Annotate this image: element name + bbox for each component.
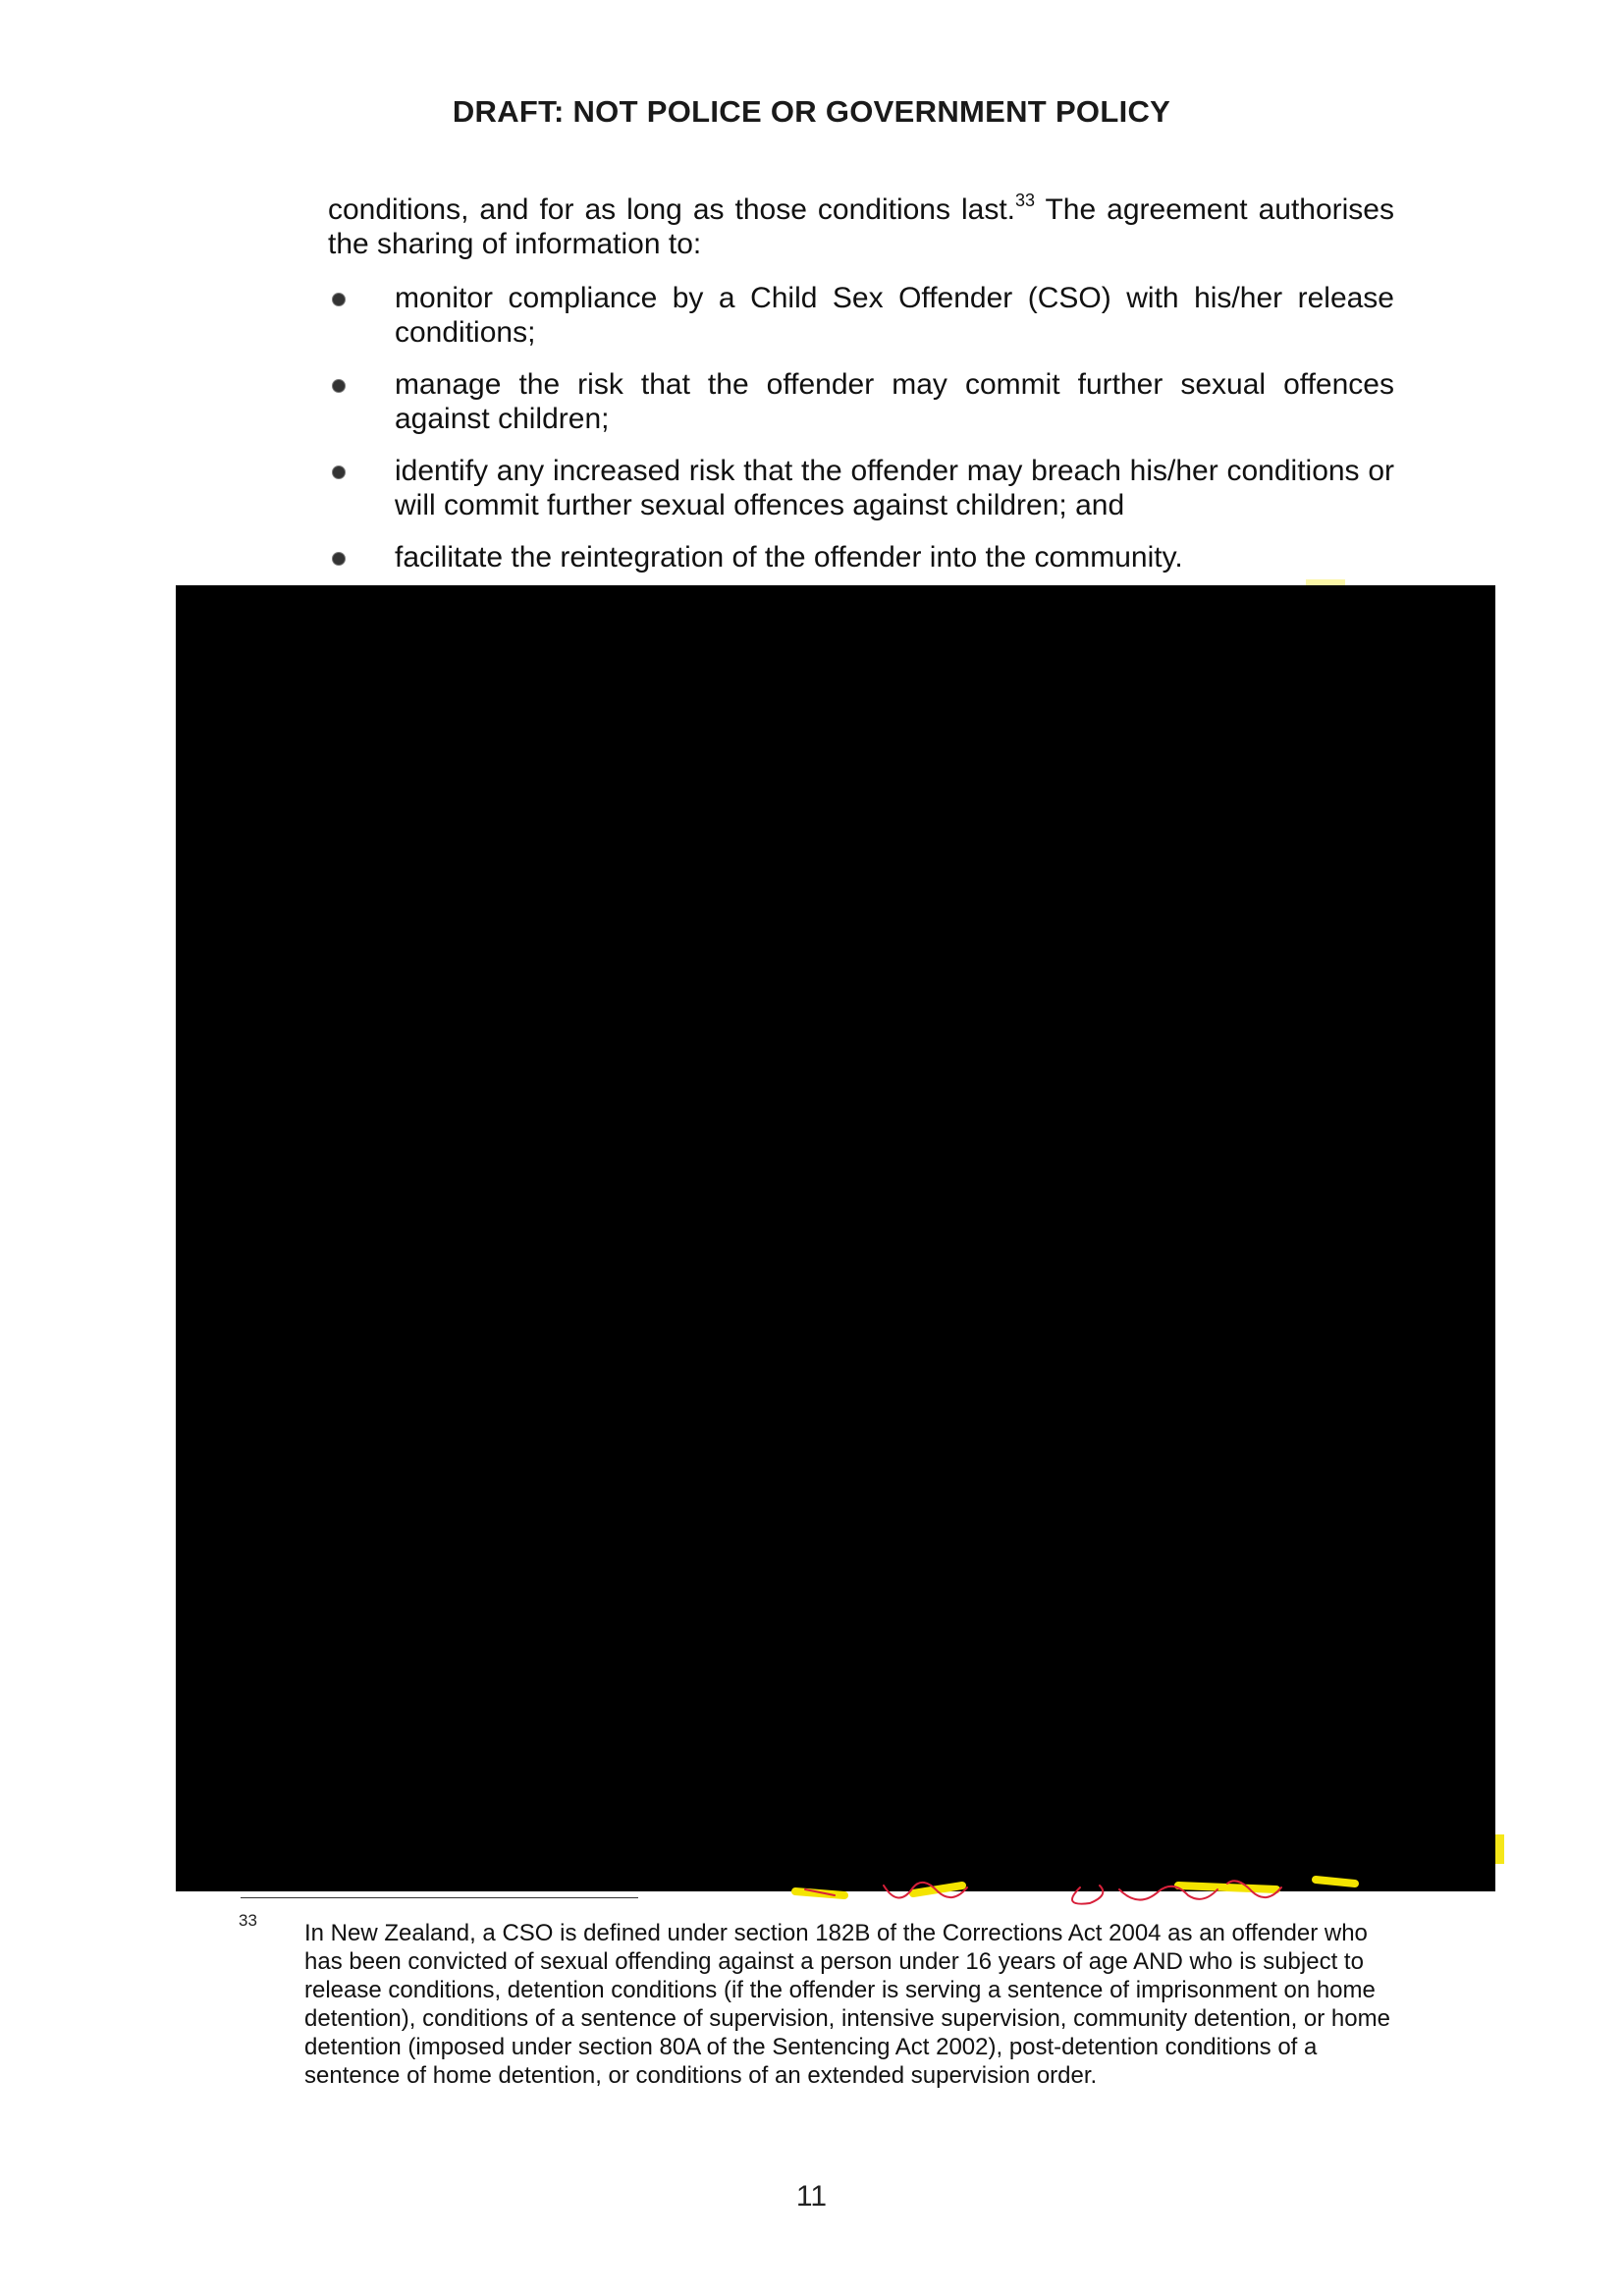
intro-paragraph [328, 192, 1394, 261]
annotation-scribble-icon [766, 1866, 1375, 1905]
bullet-icon [332, 465, 346, 479]
list-item-text: identify any increased risk that the offender may breach his/her conditions or will commit further sexual offences against children; and [395, 455, 1394, 521]
list-item-text: manage the risk that the offender may commit further sexual offences against children; [395, 368, 1394, 435]
redaction-block [176, 585, 1495, 1891]
page-number: 11 [795, 2180, 828, 2213]
list-item-text: facilitate the reintegration of the offender into the community. [395, 541, 1183, 574]
footnote-number: 33 [239, 1911, 257, 1930]
intro-text-after: The agreement authorises the sharing of information to: [328, 193, 1394, 260]
list-item [328, 540, 1394, 574]
page-header: DRAFT: NOT POLICE OR GOVERNMENT POLICY [452, 94, 1171, 129]
footnote-reference[interactable]: 33 [1015, 191, 1036, 210]
bullet-icon [332, 379, 346, 393]
footnote-text: In New Zealand, a CSO is defined under section 182B of the Corrections Act 2004 as an offender who has been convicted of sexual offending against a person under 16 years of age AND who is subject to release conditions, detention conditions (if the offender is serving a sentence of imprisonment on home detention), conditions of a sentence of supervision, intensive supervision, community detention, or home detention (imposed under section 80A of the Sentencing Act 2002), post-detention conditions of a sentence of home detention, or conditions of an extended supervision order. [304, 1920, 1390, 2089]
bullet-icon [332, 293, 346, 306]
list-item [328, 281, 1394, 350]
list-item [328, 367, 1394, 436]
highlight-mark-right [1494, 1834, 1504, 1864]
list-item-text: monitor compliance by a Child Sex Offender (CSO) with his/her release conditions; [395, 282, 1394, 349]
bullet-icon [332, 552, 346, 566]
list-item [328, 454, 1394, 522]
intro-text-before: conditions, and for as long as those conditions last. [328, 193, 1015, 226]
footnote-separator [241, 1897, 638, 1898]
bullet-list [328, 281, 1394, 592]
